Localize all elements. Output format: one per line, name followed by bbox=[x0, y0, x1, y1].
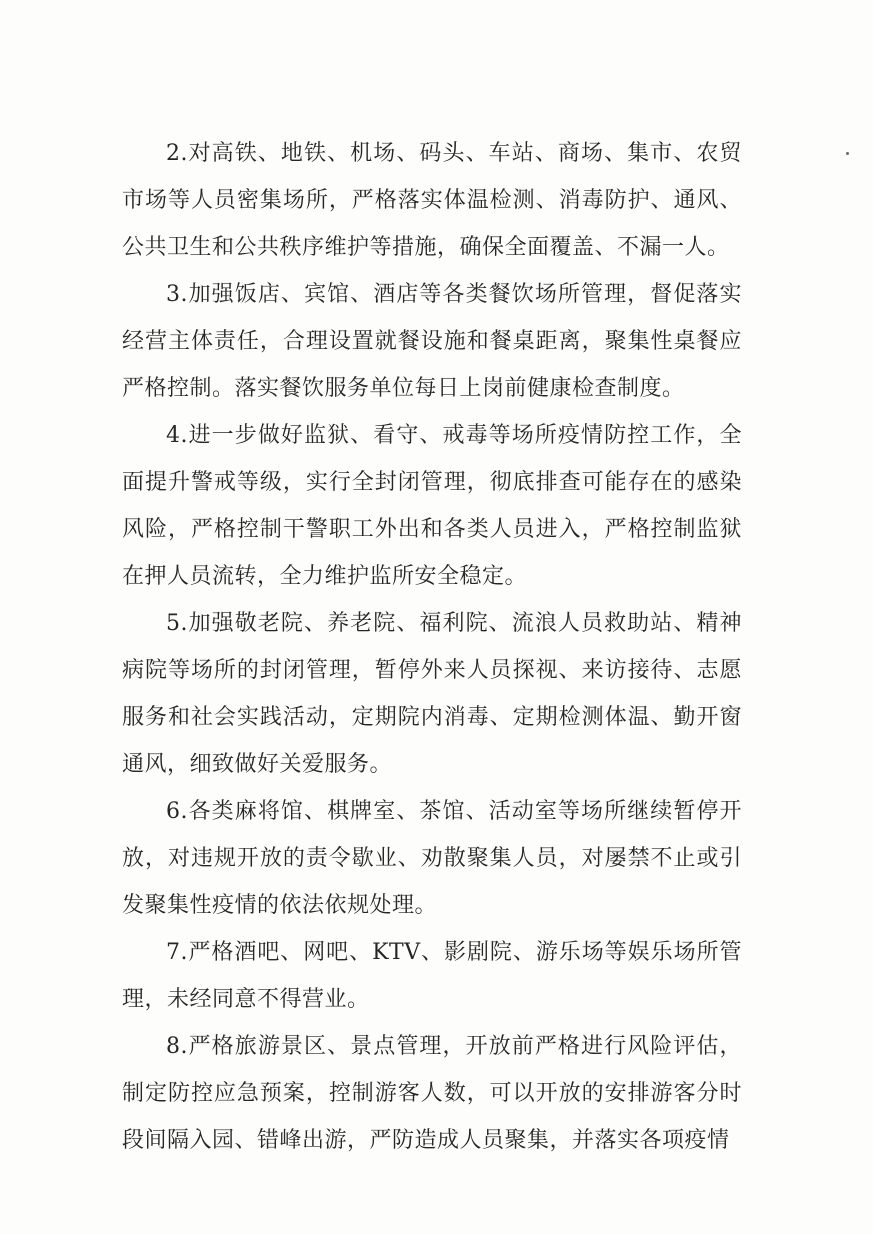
paragraph-item-8: 8.严格旅游景区、景点管理，开放前严格进行风险评估，制定防控应急预案，控制游客人数，可以开放的安排游客分时段间隔入园、错峰出游，严防造成人员聚集，并落实各项疫情 bbox=[122, 1034, 742, 1153]
paragraph-item-7: 7.严格酒吧、网吧、KTV、影剧院、游乐场等娱乐场所管理，未经同意不得营业。 bbox=[122, 940, 742, 1012]
document-body bbox=[122, 130, 742, 1164]
paragraph-item-4: 4.进一步做好监狱、看守、戒毒等场所疫情防控工作，全面提升警戒等级，实行全封闭管理，彻底排查可能存在的感染风险，严格控制干警职工外出和各类人员进入，严格控制监狱在押人员流转，全力维护监所安全稳定。 bbox=[122, 423, 742, 589]
scan-speck bbox=[846, 152, 849, 155]
paragraph-item-2: 2.对高铁、地铁、机场、码头、车站、商场、集市、农贸市场等人员密集场所，严格落实体温检测、消毒防护、通风、公共卫生和公共秩序维护等措施，确保全面覆盖、不漏一人。 bbox=[122, 141, 742, 260]
paragraph-item-6: 6.各类麻将馆、棋牌室、茶馆、活动室等场所继续暂停开放，对违规开放的责令歇业、劝散聚集人员，对屡禁不止或引发聚集性疫情的依法依规处理。 bbox=[122, 799, 742, 918]
paragraph-item-5: 5.加强敬老院、养老院、福利院、流浪人员救助站、精神病院等场所的封闭管理，暂停外来人员探视、来访接待、志愿服务和社会实践活动，定期院内消毒、定期检测体温、勤开窗通风，细致做好关爱服务。 bbox=[122, 611, 742, 777]
paragraph-item-3: 3.加强饭店、宾馆、酒店等各类餐饮场所管理，督促落实经营主体责任，合理设置就餐设施和餐桌距离，聚集性桌餐应严格控制。落实餐饮服务单位每日上岗前健康检查制度。 bbox=[122, 282, 742, 401]
